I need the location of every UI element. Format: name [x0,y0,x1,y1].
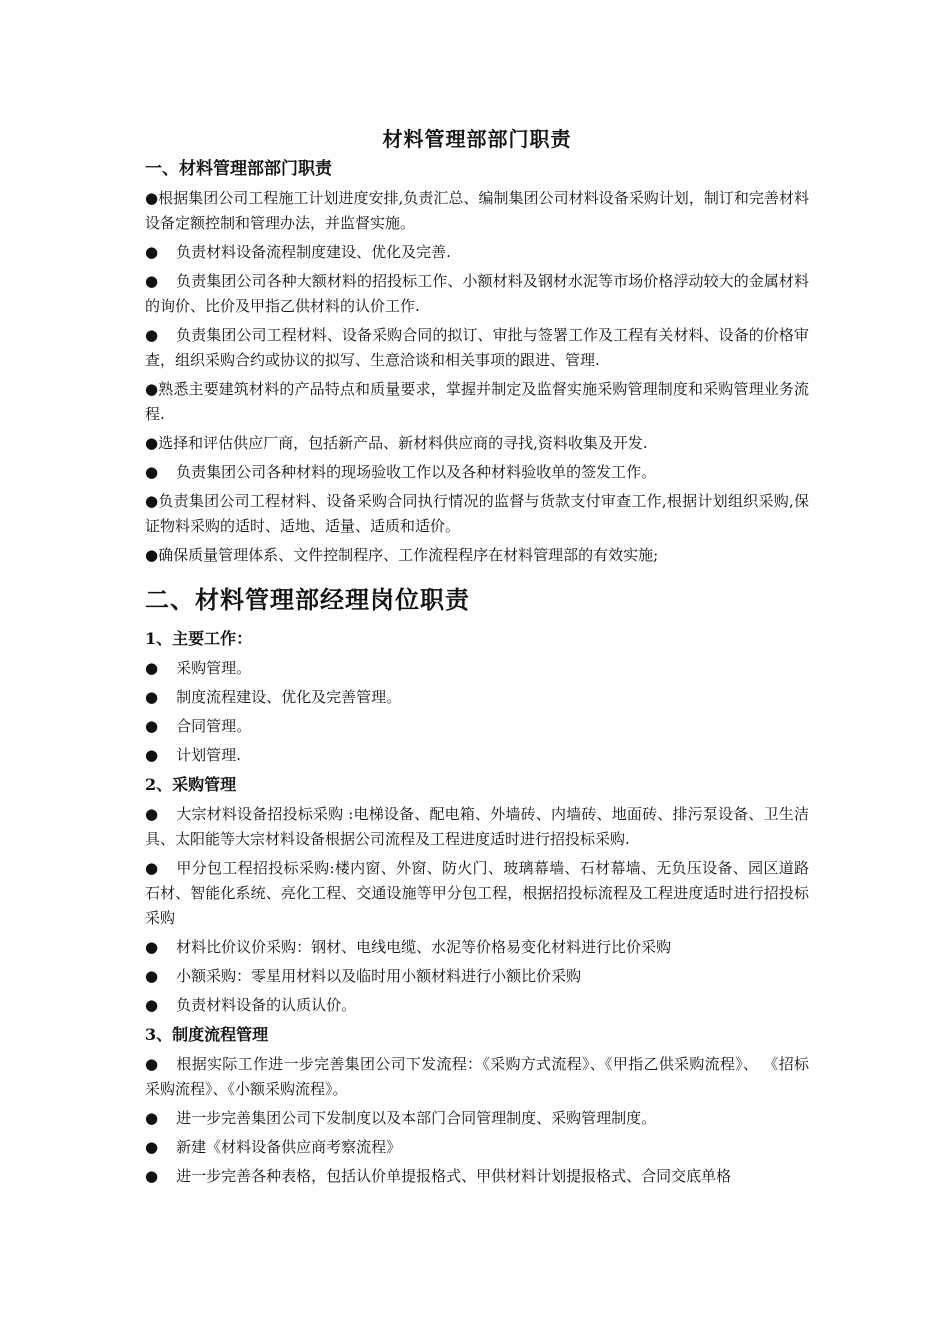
paragraph [145,377,809,427]
bullet-icon: ● [145,996,159,1014]
paragraph-text: 熟悉主要建筑材料的产品特点和质量要求，掌握并制定及监督实施采购管理制度和采购管理业务流程. [145,380,809,423]
bullet-icon: ● [145,380,159,398]
bullet-icon: ● [145,492,159,510]
list-item-text: 制度流程建设、优化及完善管理。 [176,688,402,706]
list-item [145,802,809,852]
list-item [145,1106,809,1131]
subsection-heading: 2、采购管理 [145,775,237,794]
paragraph-text: 根据集团公司工程施工计划进度安排,负责汇总、编制集团公司材料设备采购计划，制订和完善材料设备定额控制和管理办法，并监督实施。 [145,189,809,232]
list-item-text: 新建《材料设备供应商考察流程》 [176,1138,402,1156]
document-content [145,122,809,1193]
document-title: 材料管理部部门职责 [382,127,572,151]
bullet-icon: ● [145,1109,159,1127]
subsection-heading: 3、制度流程管理 [145,1025,269,1044]
paragraph [145,323,809,373]
list-item [145,1164,809,1189]
paragraph [145,269,809,319]
bullet-icon: ● [145,189,159,207]
paragraph-text: 选择和评估供应厂商，包括新产品、新材料供应商的寻找,资料收集及开发. [158,434,648,452]
list-item-text: 进一步完善集团公司下发制度以及本部门合同管理制度、采购管理制度。 [176,1109,657,1127]
list-item-text: 负责材料设备的认质认价。 [176,996,357,1014]
bullet-icon: ● [145,326,159,344]
list-item [145,685,809,710]
bullet-icon: ● [145,463,159,481]
list-item-text: 小额采购：零星用材料以及临时用小额材料进行小额比价采购 [176,967,582,985]
list-item [145,656,809,681]
list-item [145,1052,809,1102]
bullet-icon: ● [145,434,159,452]
bullet-icon: ● [145,717,159,735]
paragraph [145,489,809,539]
subsection-heading: 1、主要工作： [145,629,253,648]
paragraph-text: 确保质量管理体系、文件控制程序、工作流程程序在材料管理部的有效实施; [158,546,659,564]
bullet-icon: ● [145,1055,159,1073]
bullet-icon: ● [145,938,159,956]
list-item [145,993,809,1018]
bullet-icon: ● [145,272,159,290]
paragraph [145,240,809,265]
list-item-text: 大宗材料设备招投标采购 :电梯设备、配电箱、外墙砖、内墙砖、地面砖、排污泵设备、卫生洁具、太阳能等大宗材料设备根据公司流程及工程进度适时进行招投标采购. [145,805,809,848]
list-item-text: 甲分包工程招投标采购:楼内窗、外窗、防火门、玻璃幕墙、石材幕墙、无负压设备、园区道路石材、智能化系统、亮化工程、交通设施等甲分包工程，根据招投标流程及工程进度适时进行招投标采购 [145,859,810,927]
section-heading: 一、材料管理部部门职责 [145,159,332,179]
bullet-icon: ● [145,243,159,261]
list-item [145,856,809,931]
list-item [145,935,809,960]
paragraph-text: 负责集团公司工程材料、设备采购合同执行情况的监督与货款支付审查工作,根据计划组织采购,保证物料采购的适时、适地、适量、适质和适价。 [145,492,810,535]
bullet-icon: ● [145,688,159,706]
list-item-text: 进一步完善各种表格，包括认价单提报格式、甲供材料计划提报格式、合同交底单格 [176,1167,732,1185]
paragraph-text: 负责集团公司工程材料、设备采购合同的拟订、审批与签署工作及工程有关材料、设备的价格审查，组织采购合约或协议的拟写、生意洽谈和相关事项的跟进、管理. [145,326,809,369]
paragraph-text: 负责集团公司各种材料的现场验收工作以及各种材料验收单的签发工作。 [176,463,657,481]
bullet-icon: ● [145,546,159,564]
paragraph [145,431,809,456]
list-item [145,1135,809,1160]
list-item-text: 采购管理。 [176,659,252,677]
paragraph [145,460,809,485]
paragraph-text: 负责集团公司各种大额材料的招投标工作、小额材料及钢材水泥等市场价格浮动较大的金属材料的询价、比价及甲指乙供材料的认价工作. [145,272,809,315]
list-item [145,714,809,739]
bullet-icon: ● [145,1138,159,1156]
list-item-text: 根据实际工作进一步完善集团公司下发流程：《采购方式流程》、《甲指乙供采购流程》、 《招标采购流程》、《小额采购流程》。 [145,1055,809,1098]
bullet-icon: ● [145,859,159,877]
paragraph [145,186,809,236]
list-item-text: 合同管理。 [176,717,252,735]
bullet-icon: ● [145,805,159,823]
bullet-icon: ● [145,1167,159,1185]
list-item [145,743,809,768]
bullet-icon: ● [145,659,159,677]
paragraph-text: 负责材料设备流程制度建设、优化及完善. [176,243,451,261]
paragraph [145,543,809,568]
list-item [145,964,809,989]
bullet-icon: ● [145,967,159,985]
section-heading: 二、材料管理部经理岗位职责 [145,585,470,614]
bullet-icon: ● [145,746,159,764]
list-item-text: 计划管理. [176,746,241,764]
list-item-text: 材料比价议价采购：钢材、电线电缆、水泥等价格易变化材料进行比价采购 [176,938,672,956]
